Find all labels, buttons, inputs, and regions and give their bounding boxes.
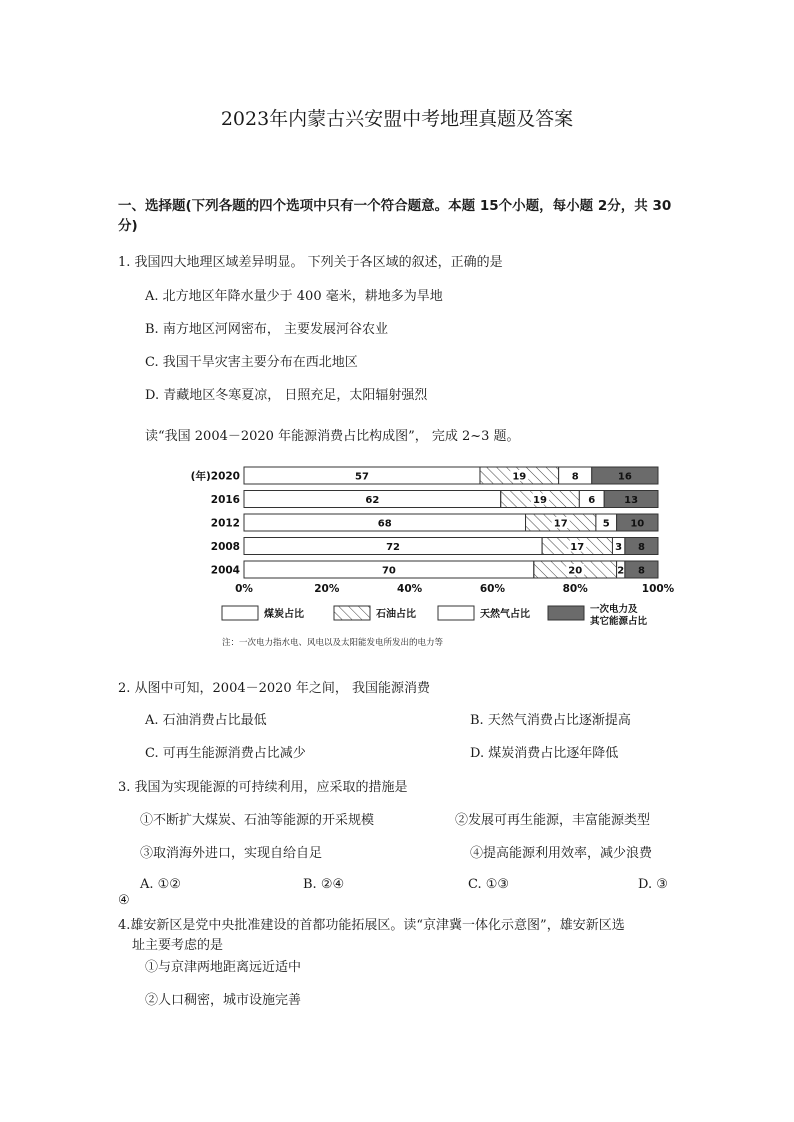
q4-item-2: ②人口稠密，城市设施完善	[145, 993, 302, 1008]
energy-consumption-chart	[190, 458, 680, 653]
category-label: (年)2020	[190, 470, 240, 483]
category-label: 2012	[210, 517, 240, 530]
q1-option-a: A. 北方地区年降水量少于 400 毫米，耕地多为旱地	[145, 289, 443, 304]
q3-option-d-wrap: ④	[118, 893, 130, 908]
value-label: 70	[381, 565, 396, 577]
q2-option-b: B. 天然气消费占比逐渐提高	[470, 713, 631, 728]
q2-option-c: C. 可再生能源消费占比减少	[145, 746, 306, 761]
q3-item-2: ②发展可再生能源，丰富能源类型	[455, 813, 651, 828]
section-heading: 一、选择题(下列各题的四个选项中只有一个符合题意。本题 15个小题，每小题 2分，共 30分)	[118, 198, 672, 234]
q2-option-d: D. 煤炭消费占比逐年降低	[470, 746, 619, 761]
q2-option-a: A. 石油消费占比最低	[145, 713, 267, 728]
legend-label: 煤炭占比	[264, 609, 304, 620]
value-label: 57	[355, 471, 369, 483]
chart-note: 注：一次电力指水电、风电以及太阳能发电所发出的电力等	[222, 638, 444, 648]
value-label: 10	[630, 518, 645, 530]
q3-option-b: B. ②④	[303, 877, 345, 892]
value-label: 6	[588, 495, 596, 506]
legend-label: 天然气占比	[480, 609, 530, 620]
category-label: 2004	[210, 564, 240, 577]
legend-swatch	[548, 606, 584, 620]
page-title: 2023年内蒙古兴安盟中考地理真题及答案	[220, 108, 574, 130]
x-tick-label: 0%	[235, 583, 253, 595]
value-label: 17	[553, 518, 568, 530]
value-label: 3	[615, 542, 623, 553]
q3-option-c: C. ①③	[468, 877, 510, 892]
value-label: 17	[570, 542, 585, 553]
q3-item-4: ④提高能源利用效率，减少浪费	[470, 846, 653, 861]
category-label: 2008	[210, 541, 240, 553]
value-label: 8	[571, 471, 579, 483]
legend-swatch	[334, 606, 370, 620]
value-label: 5	[602, 518, 610, 530]
q1-option-c: C. 我国干旱灾害主要分布在西北地区	[145, 355, 358, 370]
question-1-stem: 1. 我国四大地理区域差异明显。 下列关于各区域的叙述，正确的是	[118, 255, 503, 270]
value-label: 72	[386, 542, 401, 553]
q3-item-3: ③取消海外进口，实现自给自足	[140, 846, 323, 861]
legend-swatch	[438, 606, 474, 620]
q1-option-b: B. 南方地区河网密布， 主要发展河谷农业	[145, 322, 388, 337]
question-2-stem: 2. 从图中可知，2004－2020 年之间， 我国能源消费	[118, 681, 430, 696]
value-label: 16	[617, 471, 632, 483]
question-4-stem-line2: 址主要考虑的是	[132, 938, 224, 953]
question-4-stem-line1: 4.雄安新区是党中央批准建设的首都功能拓展区。读“京津冀一体化示意图”，雄安新区选	[118, 918, 625, 933]
value-label: 68	[377, 518, 392, 530]
value-label: 19	[512, 471, 527, 483]
legend-label: 石油占比	[376, 609, 416, 620]
x-tick-label: 60%	[479, 583, 505, 595]
x-tick-label: 20%	[314, 583, 340, 595]
x-tick-label: 80%	[562, 583, 588, 595]
value-label: 62	[365, 495, 380, 506]
q3-item-1: ①不断扩大煤炭、石油等能源的开采规模	[140, 813, 375, 828]
legend-label: 其它能源占比	[590, 616, 648, 627]
value-label: 20	[568, 565, 583, 577]
value-label: 13	[624, 495, 639, 506]
read-intro: 读“我国 2004－2020 年能源消费占比构成图”， 完成 2~3 题。	[145, 429, 520, 444]
q3-option-d: D. ③	[638, 877, 668, 892]
value-label: 8	[637, 565, 645, 577]
q4-item-1: ①与京津两地距离远近适中	[145, 960, 302, 975]
value-label: 2	[617, 565, 625, 577]
legend-swatch	[222, 606, 258, 620]
question-3-stem: 3. 我国为实现能源的可持续利用，应采取的措施是	[118, 780, 408, 795]
x-tick-label: 40%	[397, 583, 423, 595]
value-label: 19	[533, 495, 547, 506]
value-label: 8	[637, 542, 645, 553]
category-label: 2016	[210, 494, 240, 506]
q3-option-a: A. ①②	[140, 877, 181, 892]
q1-option-d: D. 青藏地区冬寒夏凉， 日照充足，太阳辐射强烈	[145, 388, 428, 403]
legend-label: 一次电力及	[590, 604, 638, 615]
x-tick-label: 100%	[641, 583, 675, 595]
